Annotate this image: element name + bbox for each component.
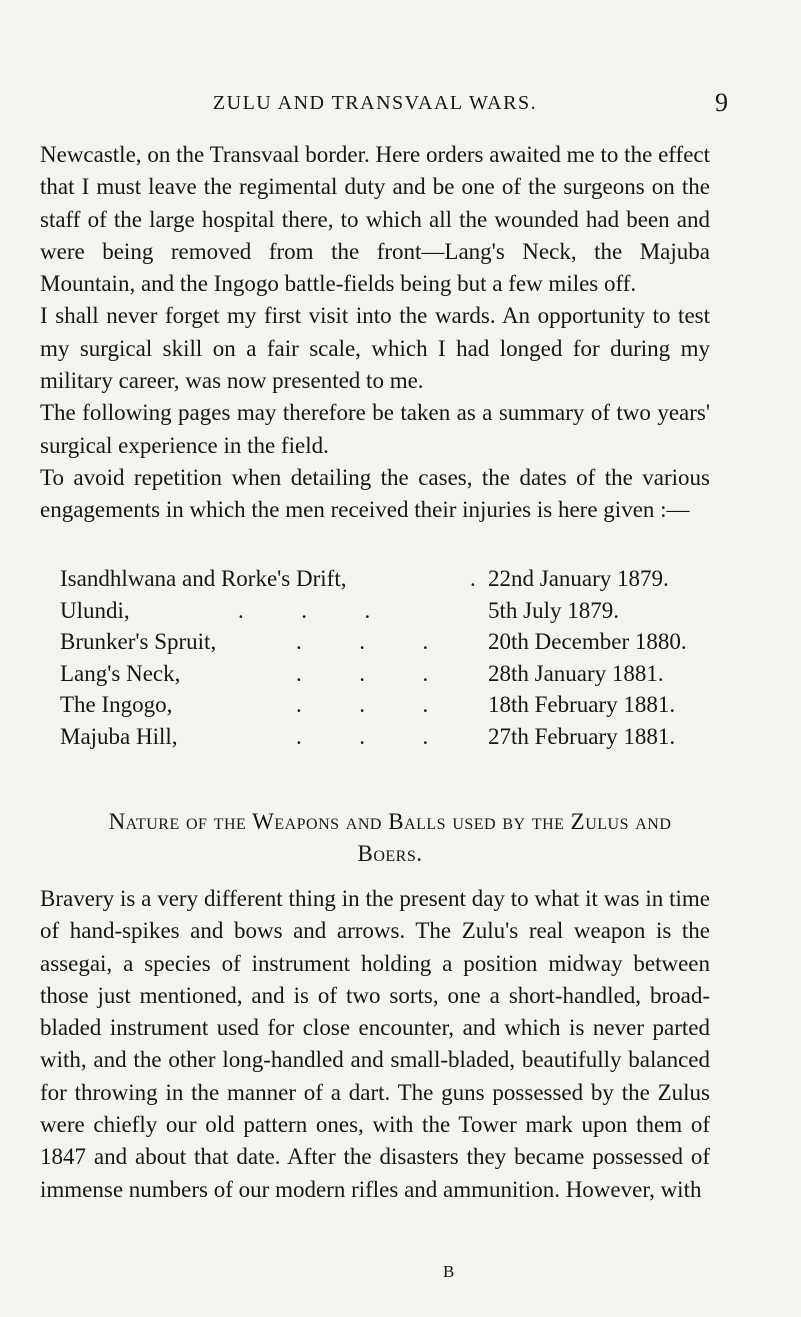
engagement-row bbox=[40, 563, 710, 595]
paragraph: Newcastle, on the Transvaal border. Here orders awaited me to the effect that I must leave the regimental duty and be one of the surgeons on the staff of the large hospital there, to which all the wounded had been and were being removed from the front—Lang's Neck, the Majuba Mountain, and the Ingogo battle-fields being but a few miles off. bbox=[40, 142, 710, 297]
paragraph: I shall never forget my first visit into the wards. An opportunity to test my surgical skill on a fair scale, which I had longed for during my military career, was now presented to me. bbox=[40, 303, 710, 394]
leader-dots: . . . bbox=[296, 692, 429, 717]
engagement-date: 28th January 1881. bbox=[488, 660, 664, 686]
engagement-row bbox=[40, 626, 710, 658]
engagement-date: 22nd January 1879. bbox=[488, 566, 669, 591]
paragraph: The following pages may therefore be taken as a summary of two years' surgical experience in the field. bbox=[40, 400, 710, 458]
engagement-row bbox=[40, 721, 710, 753]
engagement-row bbox=[40, 658, 710, 690]
section-heading-line: Boers. bbox=[357, 841, 423, 866]
engagement-place: Majuba Hill, bbox=[60, 723, 178, 749]
section-heading bbox=[40, 806, 740, 870]
leader-dots: . . . bbox=[238, 597, 371, 623]
engagement-row bbox=[40, 595, 710, 627]
body-text-top bbox=[40, 139, 710, 527]
leader-dots: . bbox=[470, 566, 476, 591]
section-heading-line: Nature of the Weapons and Balls used by the Zulus and bbox=[108, 809, 672, 834]
engagement-date: 5th July 1879. bbox=[488, 597, 619, 623]
body-text-bottom bbox=[40, 883, 710, 1206]
leader-dots: . . . bbox=[296, 723, 429, 749]
engagement-place: Isandhlwana and Rorke's Drift, bbox=[60, 566, 347, 591]
running-title: ZULU AND TRANSVAAL WARS. bbox=[212, 92, 538, 114]
leader-dots: . . . bbox=[296, 660, 429, 686]
running-head bbox=[40, 88, 728, 118]
engagement-place: The Ingogo, bbox=[60, 692, 173, 717]
signature-mark: B bbox=[443, 1262, 455, 1281]
engagements-list bbox=[40, 563, 710, 752]
paragraph: Bravery is a very different thing in the present day to what it was in time of hand-spikes and bows and arrows. The Zulu's real weapon is the assegai, a species of instrument holding a position midway between those just mentioned, and is of two sorts, one a short-handled, broad-bladed instrument used for close encounter, and which is never parted with, and the other long-handled and small-bladed, beautifully balanced for throwing in the manner of a dart. The guns possessed by the Zulus were chiefly our old pattern ones, with the Tower mark upon them of 1847 and about that date. After the disasters they became possessed of immense numbers of our modern rifles and ammunition. However, with bbox=[40, 886, 710, 1202]
engagement-place: Brunker's Spruit, bbox=[60, 629, 217, 654]
engagement-date: 27th February 1881. bbox=[488, 723, 676, 749]
page-number: 9 bbox=[715, 88, 728, 117]
engagement-row bbox=[40, 689, 710, 721]
engagement-date: 20th December 1880. bbox=[488, 629, 687, 654]
engagement-place: Ulundi, bbox=[60, 597, 130, 623]
engagement-place: Lang's Neck, bbox=[60, 660, 181, 686]
engagement-date: 18th February 1881. bbox=[488, 692, 676, 717]
paragraph: To avoid repetition when detailing the cases, the dates of the various engagements in which the men received their injuries is here given :— bbox=[40, 464, 710, 523]
leader-dots: . . . bbox=[296, 629, 429, 654]
